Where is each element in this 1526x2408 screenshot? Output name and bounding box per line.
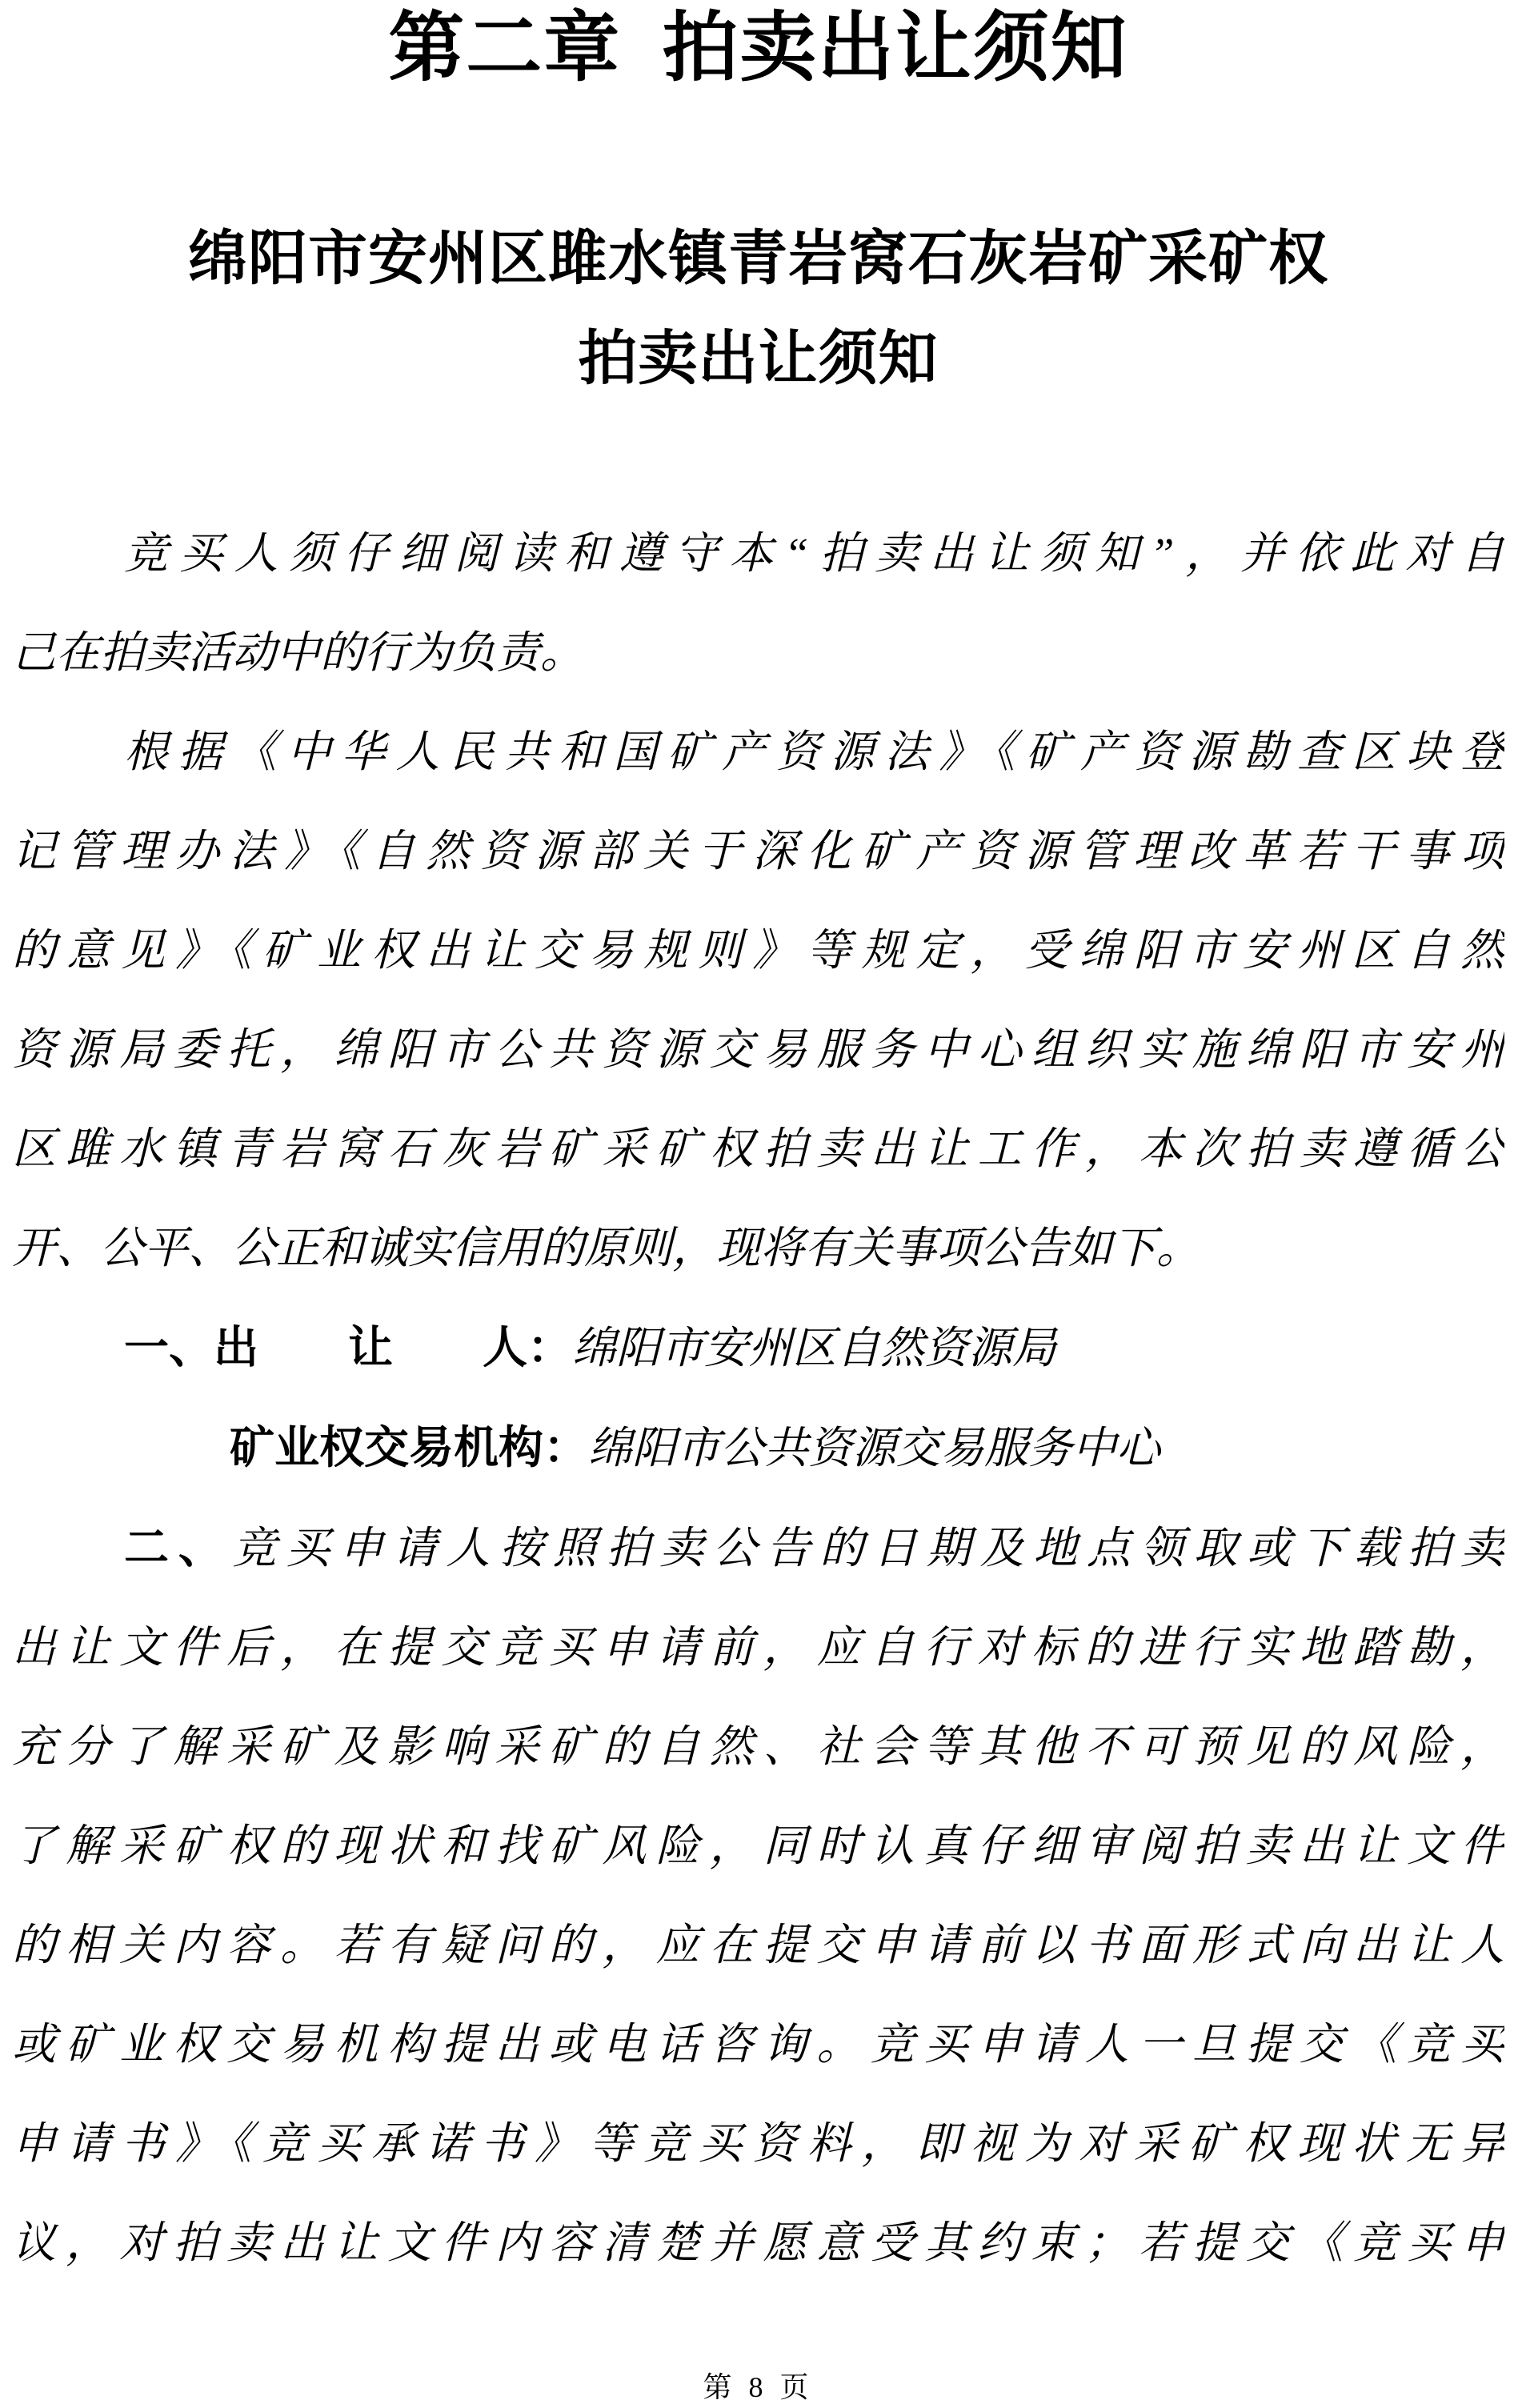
body-line [12, 1199, 1504, 1298]
body-text-segment: 竞买人须仔细阅读和遵守本“拍卖出让须知”，并依此对自 [124, 529, 1504, 578]
body-line [12, 703, 1504, 802]
body-text-segment: 己在拍卖活动中的行为负责。 [12, 628, 585, 677]
subtitle-line-2: 拍卖出让须知 [578, 325, 939, 391]
body-line [12, 802, 1504, 901]
body-text-segment: 竞买申请人按照拍卖公告的日期及地点领取或下载拍卖 [232, 1524, 1504, 1573]
body-text-segment: 资源局委托，绵阳市公共资源交易服务中心组织实施绵阳市安州 [12, 1025, 1504, 1074]
subtitle-line-1: 绵阳市安州区雎水镇青岩窝石灰岩矿采矿权 [188, 225, 1328, 291]
body-text-segment: 开、公平、公正和诚实信用的原则，现将有关事项公告如下。 [12, 1224, 1201, 1272]
body-text-segment: 的意见》《矿业权出让交易规则》等规定，受绵阳市安州区自然 [12, 926, 1504, 975]
body-line [12, 2194, 1504, 2293]
body-text-segment: 议，对拍卖出让文件内容清楚并愿意受其约束；若提交《竞买申 [12, 2218, 1504, 2267]
body-line [12, 603, 1504, 703]
body-text-segment: 或矿业权交易机构提出或电话咨询。竞买申请人一旦提交《竞买 [12, 2020, 1504, 2069]
body-text-segment: 绵阳市公共资源交易服务中心 [588, 1424, 1161, 1472]
bold-label-segment: 矿业权交易机构： [230, 1422, 588, 1472]
body-line [12, 1298, 1504, 1398]
body-line [12, 901, 1504, 1000]
body-line [12, 2094, 1504, 2194]
body-text-segment: 了解采矿权的现状和找矿风险，同时认真仔细审阅拍卖出让文件 [12, 1821, 1504, 1870]
body-text-segment: 记管理办法》《自然资源部关于深化矿产资源管理改革若干事项 [12, 827, 1504, 875]
bold-label-segment: 一、出 让 人： [124, 1322, 572, 1372]
body-line [12, 1498, 1504, 1598]
body-line [12, 1697, 1504, 1797]
body-text-segment: 申请书》《竞买承诺书》等竞买资料，即视为对采矿权现状无异 [12, 2119, 1504, 2168]
body-line [12, 504, 1504, 603]
body-line [12, 1896, 1504, 1995]
body-line [12, 1995, 1504, 2094]
body-line [12, 1797, 1504, 1896]
body-text-segment: 充分了解采矿及影响采矿的自然、社会等其他不可预见的风险， [12, 1722, 1504, 1771]
body-line [12, 1100, 1504, 1199]
body-text-segment: 绵阳市安州区自然资源局 [572, 1324, 1057, 1372]
page-number-footer: 第 8 页 [703, 2371, 814, 2403]
body-text-segment: 出让文件后，在提交竞买申请前，应自行对标的进行实地踏勘， [12, 1623, 1504, 1672]
body-line [12, 1398, 1504, 1498]
body-text-segment: 根据《中华人民共和国矿产资源法》《矿产资源勘查区块登 [124, 727, 1504, 776]
body-text [12, 504, 1504, 2293]
body-line [12, 1000, 1504, 1100]
document-subtitle [12, 208, 1504, 408]
body-line [12, 1598, 1504, 1697]
body-text-segment: 的相关内容。若有疑问的，应在提交申请前以书面形式向出让人 [12, 1921, 1504, 1969]
chapter-title: 第二章 拍卖出让须知 [388, 6, 1128, 90]
body-text-segment: 区雎水镇青岩窝石灰岩矿采矿权拍卖出让工作，本次拍卖遵循公 [12, 1124, 1504, 1173]
bold-label-segment: 二、 [124, 1522, 233, 1573]
